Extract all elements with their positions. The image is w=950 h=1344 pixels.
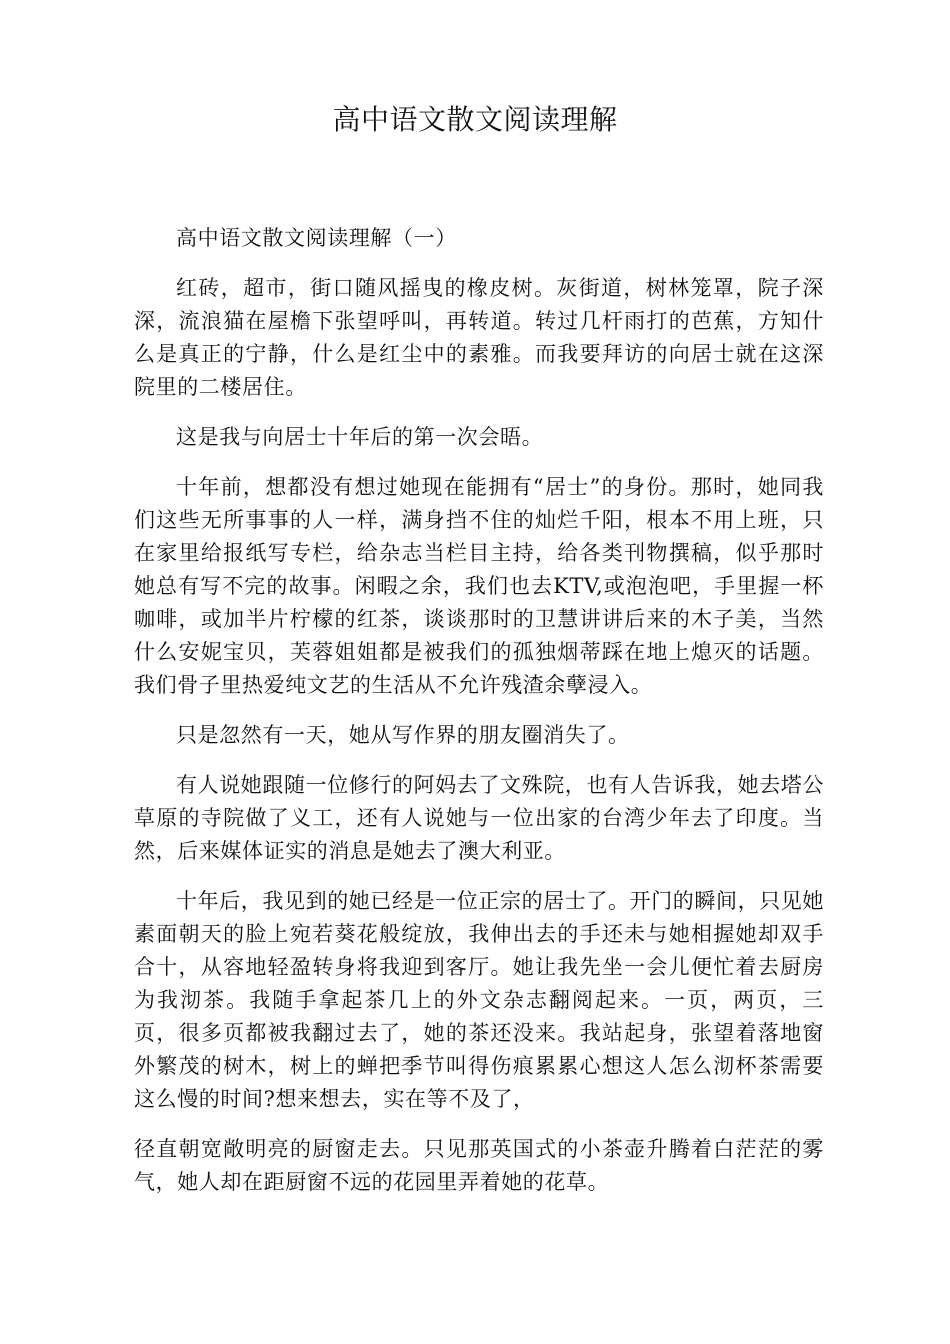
paragraph: 红砖，超市，街口随风摇曳的橡皮树。灰街道，树林笼罩，院子深深，流浪猫在屋檐下张望呼叫，再转道。转过几杆雨打的芭蕉，方知什么是真正的宁静，什么是红尘中的素雅。而我要拜访的向居士就在这深院里的二楼居住。: [134, 276, 824, 399]
paragraph: 这是我与向居士十年后的第一次会晤。: [176, 425, 544, 449]
paragraph: 有人说她跟随一位修行的阿妈去了文殊院，也有人告诉我，她去塔公草原的寺院做了义工，还有人说她与一位出家的台湾少年去了印度。当然，后来媒体证实的消息是她去了澳大利亚。: [134, 773, 824, 863]
paragraph: 十年前，想都没有想过她现在能拥有“居士”的身份。那时，她同我们这些无所事事的人一样，满身挡不住的灿烂千阳，根本不用上班，只在家里给报纸写专栏，给杂志当栏目主持，给各类刊物撰稿，似乎那时她总有写不完的故事。闲暇之余，我们也去KTV,或泡泡吧，手里握一杯咖啡，或加半片柠檬的红茶，谈谈那时的卫慧讲讲后来的木子美，当然什么安妮宝贝，芙蓉姐姐都是被我们的孤独烟蒂踩在地上熄灭的话题。我们骨子里热爱纯文艺的生活从不允许残渣余孽浸入。: [134, 475, 824, 697]
paragraph: 十年后，我见到的她已经是一位正宗的居士了。开门的瞬间，只见她素面朝天的脸上宛若葵花般绽放，我伸出去的手还未与她相握她却双手合十，从容地轻盈转身将我迎到客厅。她让我先坐一会儿便忙着去厨房为我沏茶。我随手拿起茶几上的外文杂志翻阅起来。一页，两页，三页，很多页都被我翻过去了，她的茶还没来。我站起身，张望着落地窗外繁茂的树木，树上的蝉把季节叫得伤痕累累心想这人怎么沏杯茶需要这么慢的时间?想来想去，实在等不及了，: [134, 889, 824, 1111]
paragraph: 径直朝宽敞明亮的厨窗走去。只见那英国式的小茶壶升腾着白茫茫的雾气，她人却在距厨窗不远的花园里弄着她的花草。: [134, 1137, 824, 1194]
article-body: [134, 222, 824, 1216]
section-subtitle: 高中语文散文阅读理解（一）: [176, 226, 457, 250]
paragraph: 只是忽然有一天，她从写作界的朋友圈消失了。: [176, 723, 630, 747]
document-title: 高中语文散文阅读理解: [332, 103, 618, 136]
